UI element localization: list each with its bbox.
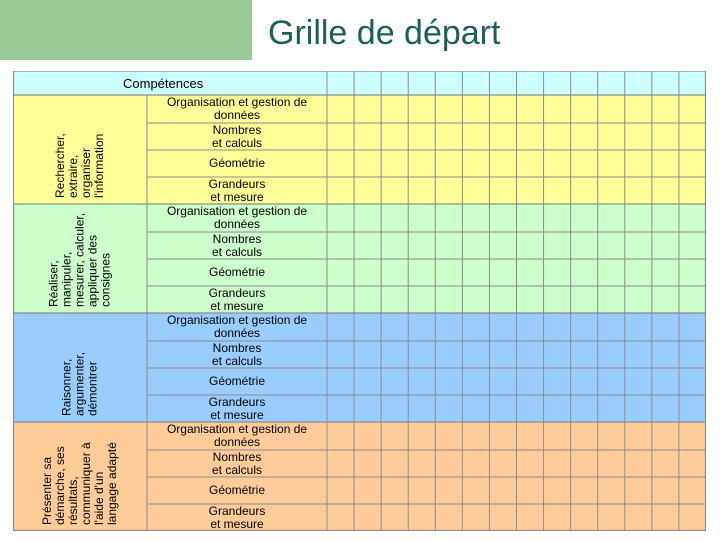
category-label: Présenter sa démarche, ses résultats, communiquer à l'aide d'un langage adapté bbox=[40, 442, 119, 525]
domain-label: Géométrie bbox=[208, 374, 266, 388]
category-label: Réaliser, manipuler, mesurer, calculer, appliquer des consignes bbox=[46, 212, 113, 307]
domain-label: Nombres et calculs bbox=[211, 122, 263, 150]
domain-label: Grandeurs et mesure bbox=[208, 285, 266, 313]
domain-label: Nombres et calculs bbox=[211, 449, 263, 477]
competence-grid bbox=[13, 71, 706, 531]
domain-label: Grandeurs et mesure bbox=[208, 503, 266, 531]
category-label: Rechercher, extraire, organiser l'information bbox=[53, 133, 106, 198]
domain-label: Nombres et calculs bbox=[211, 340, 263, 368]
title-accent-block bbox=[0, 0, 252, 60]
slide-title: Grille de départ bbox=[268, 14, 501, 52]
domain-label: Organisation et gestion de données bbox=[166, 422, 308, 449]
domain-label: Grandeurs et mesure bbox=[208, 394, 266, 422]
domain-label: Organisation et gestion de données bbox=[166, 313, 308, 340]
domain-label: Organisation et gestion de données bbox=[166, 95, 308, 122]
domain-label: Grandeurs et mesure bbox=[208, 176, 266, 204]
domain-label: Nombres et calculs bbox=[211, 231, 263, 259]
domain-label: Géométrie bbox=[208, 483, 266, 497]
domain-label: Géométrie bbox=[208, 156, 266, 170]
domain-label: Organisation et gestion de données bbox=[166, 204, 308, 231]
domain-label: Géométrie bbox=[208, 265, 266, 279]
category-label: Raisonner, argumenter, démontrer bbox=[59, 351, 100, 416]
competences-header: Compétences bbox=[123, 75, 204, 91]
